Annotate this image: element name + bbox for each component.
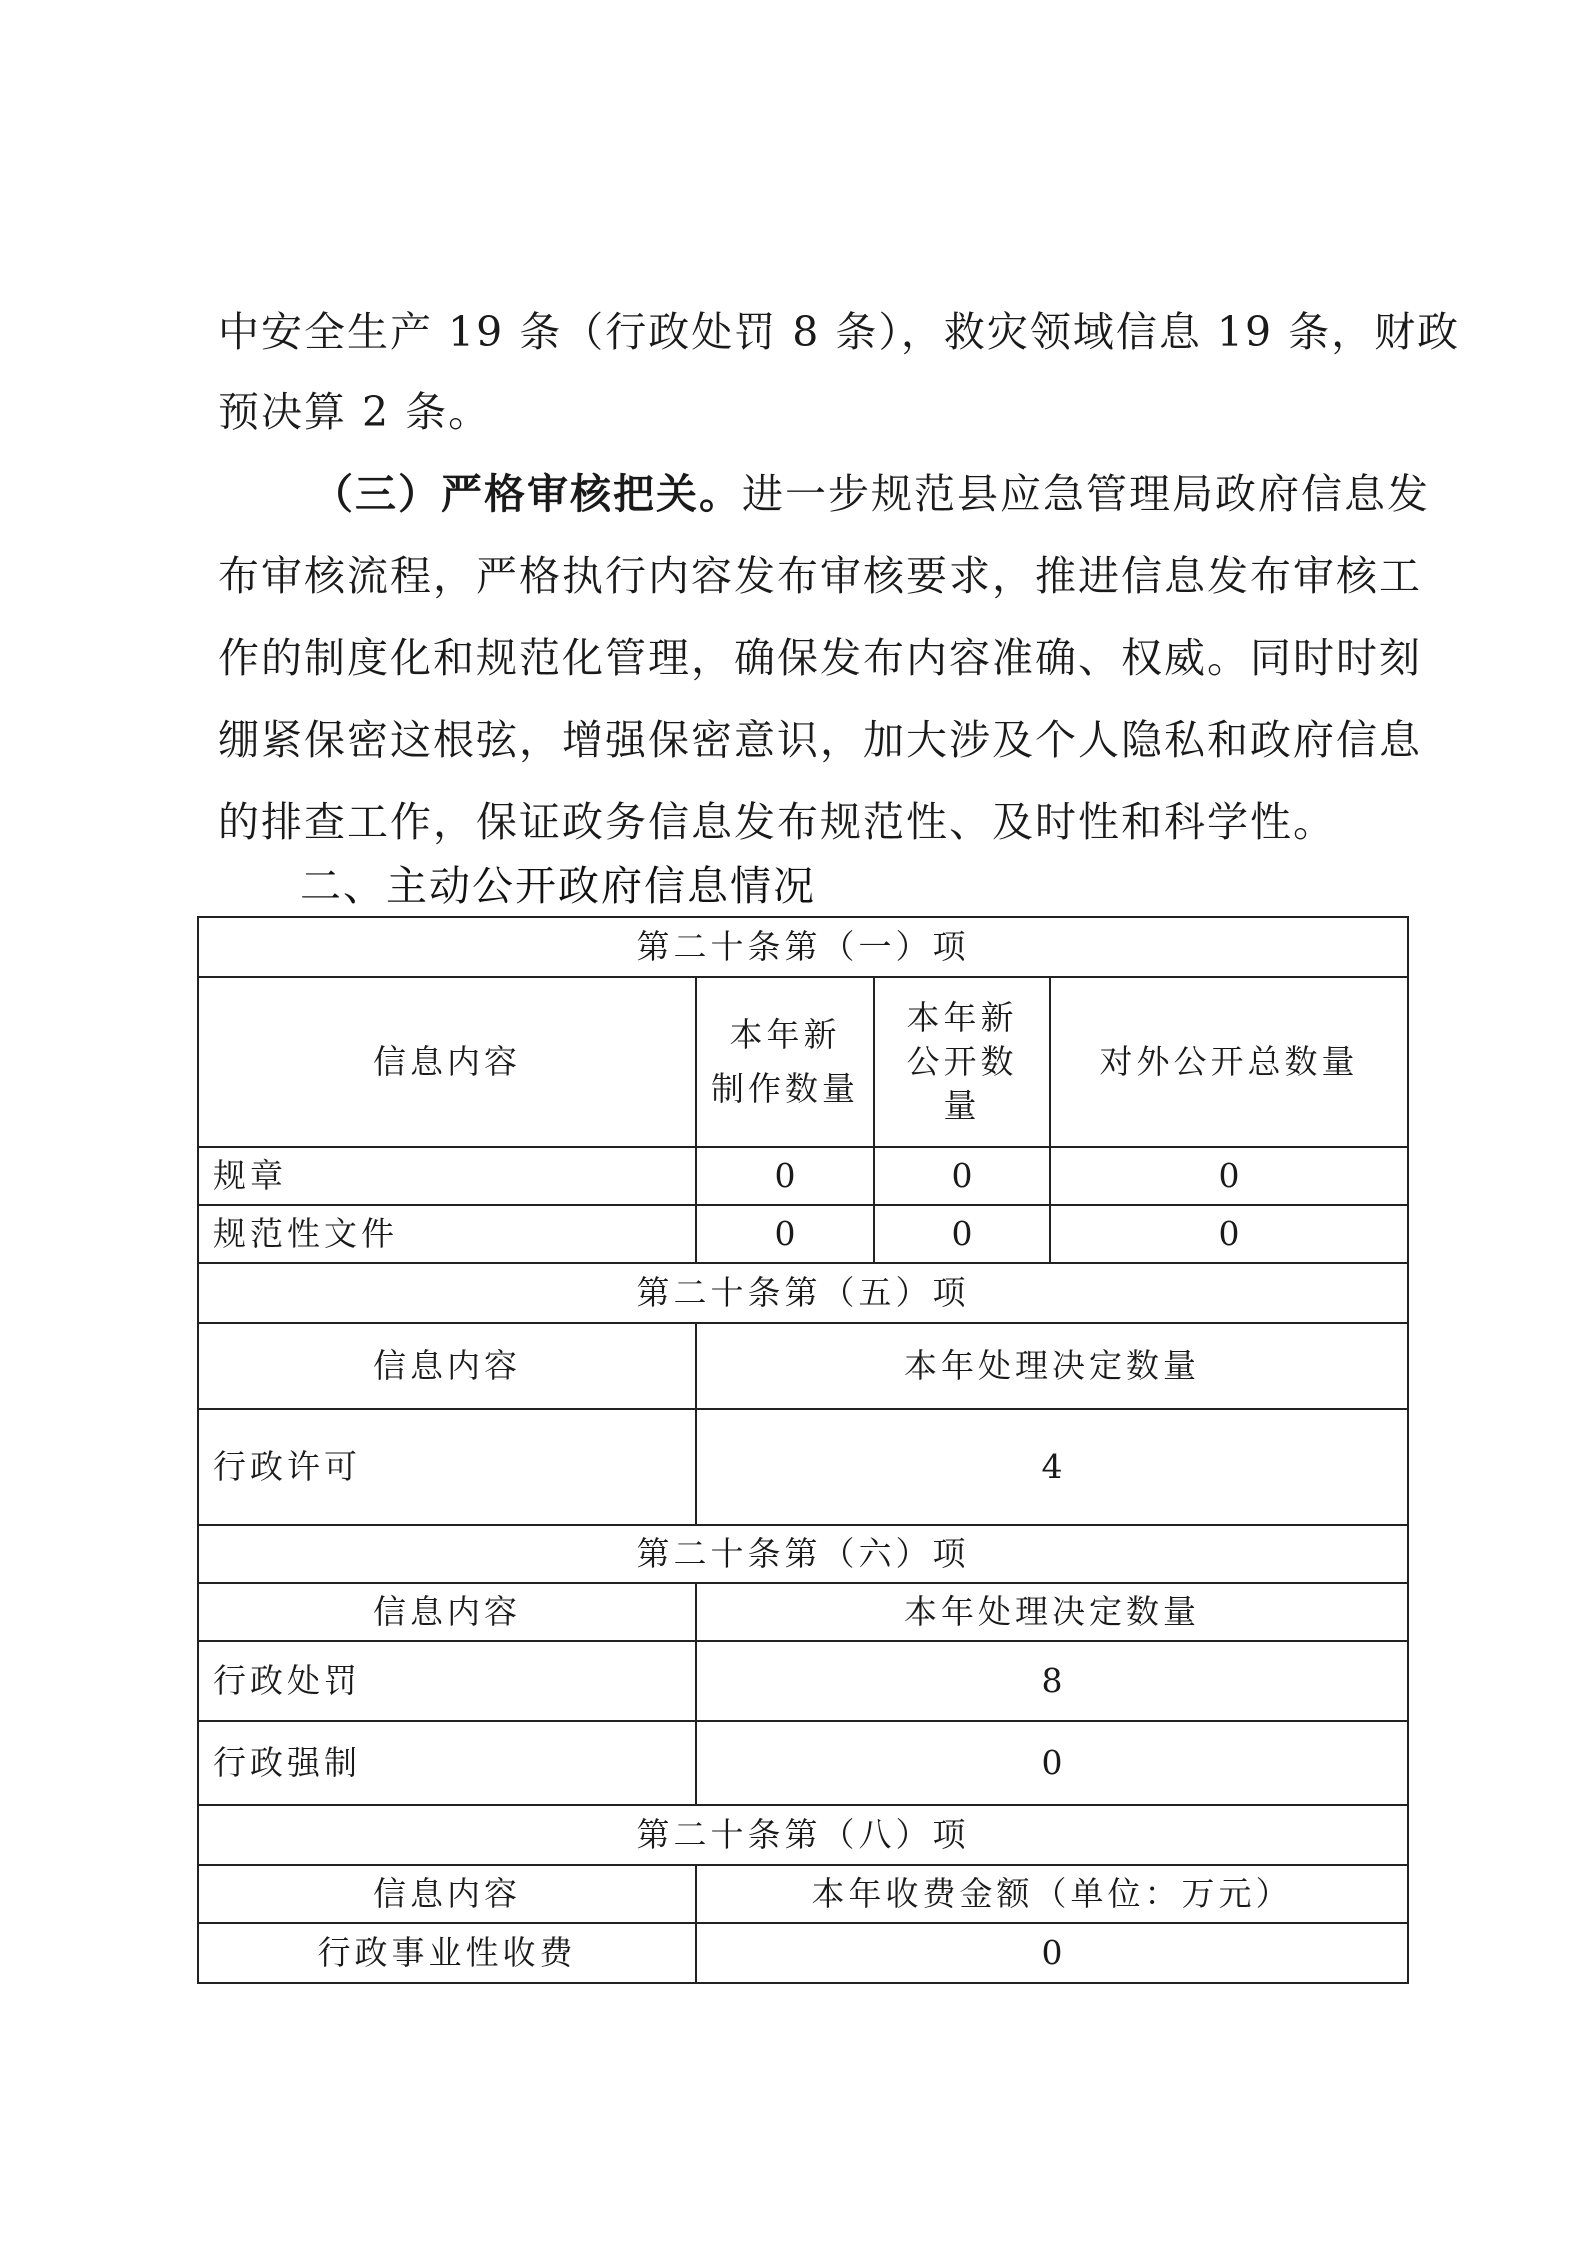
header-info-content: 信息内容 xyxy=(198,977,696,1147)
table-row xyxy=(198,1641,1408,1721)
row-label: 行政强制 xyxy=(198,1721,696,1805)
table-section-title-row xyxy=(198,1805,1408,1865)
paragraph-line xyxy=(312,464,1430,524)
paragraph-line: 中安全生产 19 条（行政处罚 8 条），救灾领域信息 19 条，财政 xyxy=(218,308,1461,356)
paragraph-line: 布审核流程，严格执行内容发布审核要求，推进信息发布审核工 xyxy=(218,552,1422,600)
row-label: 行政事业性收费 xyxy=(198,1923,696,1983)
table-section-title-row xyxy=(198,1525,1408,1583)
paragraph-line: 预决算 2 条。 xyxy=(218,388,492,436)
row-value: 0 xyxy=(1050,1205,1408,1263)
row-value: 0 xyxy=(874,1147,1050,1205)
row-label: 行政许可 xyxy=(198,1409,696,1525)
paragraph-line: 的排查工作，保证政务信息发布规范性、及时性和科学性。 xyxy=(218,798,1336,846)
table-header-row xyxy=(198,1323,1408,1409)
disclosure-table xyxy=(197,916,1409,1984)
row-value: 4 xyxy=(696,1409,1408,1525)
row-value: 0 xyxy=(1050,1147,1408,1205)
table-header-row xyxy=(198,1865,1408,1923)
header-info-content: 信息内容 xyxy=(198,1865,696,1923)
header-info-content: 信息内容 xyxy=(198,1323,696,1409)
header-total-public: 对外公开总数量 xyxy=(1050,977,1408,1147)
section-heading-inline: （三）严格审核把关。 xyxy=(312,470,742,518)
header-info-content: 信息内容 xyxy=(198,1583,696,1641)
row-value: 0 xyxy=(696,1721,1408,1805)
table-header-row xyxy=(198,977,1408,1147)
paragraph-line: 绷紧保密这根弦，增强保密意识，加大涉及个人隐私和政府信息 xyxy=(218,716,1422,764)
header-new-made: 本年新 制作数量 xyxy=(696,977,874,1147)
row-value: 8 xyxy=(696,1641,1408,1721)
table-row xyxy=(198,1205,1408,1263)
table-row xyxy=(198,1147,1408,1205)
table-section-title: 第二十条第（六）项 xyxy=(198,1525,1408,1583)
table-row xyxy=(198,1923,1408,1983)
row-label: 行政处罚 xyxy=(198,1641,696,1721)
table-header-row xyxy=(198,1583,1408,1641)
section-title: 二、主动公开政府信息情况 xyxy=(300,862,816,910)
table-section-title: 第二十条第（八）项 xyxy=(198,1805,1408,1865)
header-decision-count: 本年处理决定数量 xyxy=(696,1323,1408,1409)
row-label: 规章 xyxy=(198,1147,696,1205)
row-label: 规范性文件 xyxy=(198,1205,696,1263)
row-value: 0 xyxy=(696,1147,874,1205)
table-row xyxy=(198,1721,1408,1805)
table-section-title-row xyxy=(198,917,1408,977)
row-value: 0 xyxy=(696,1923,1408,1983)
header-decision-count: 本年处理决定数量 xyxy=(696,1583,1408,1641)
table-section-title: 第二十条第（五）项 xyxy=(198,1263,1408,1323)
row-value: 0 xyxy=(696,1205,874,1263)
row-value: 0 xyxy=(874,1205,1050,1263)
paragraph-text: 进一步规范县应急管理局政府信息发 xyxy=(742,470,1430,518)
table-section-title-row xyxy=(198,1263,1408,1323)
header-fee-amount: 本年收费金额（单位：万元） xyxy=(696,1865,1408,1923)
header-new-public: 本年新 公开数 量 xyxy=(874,977,1050,1147)
paragraph-line: 作的制度化和规范化管理，确保发布内容准确、权威。同时时刻 xyxy=(218,634,1422,682)
table-section-title: 第二十条第（一）项 xyxy=(198,917,1408,977)
table-row xyxy=(198,1409,1408,1525)
